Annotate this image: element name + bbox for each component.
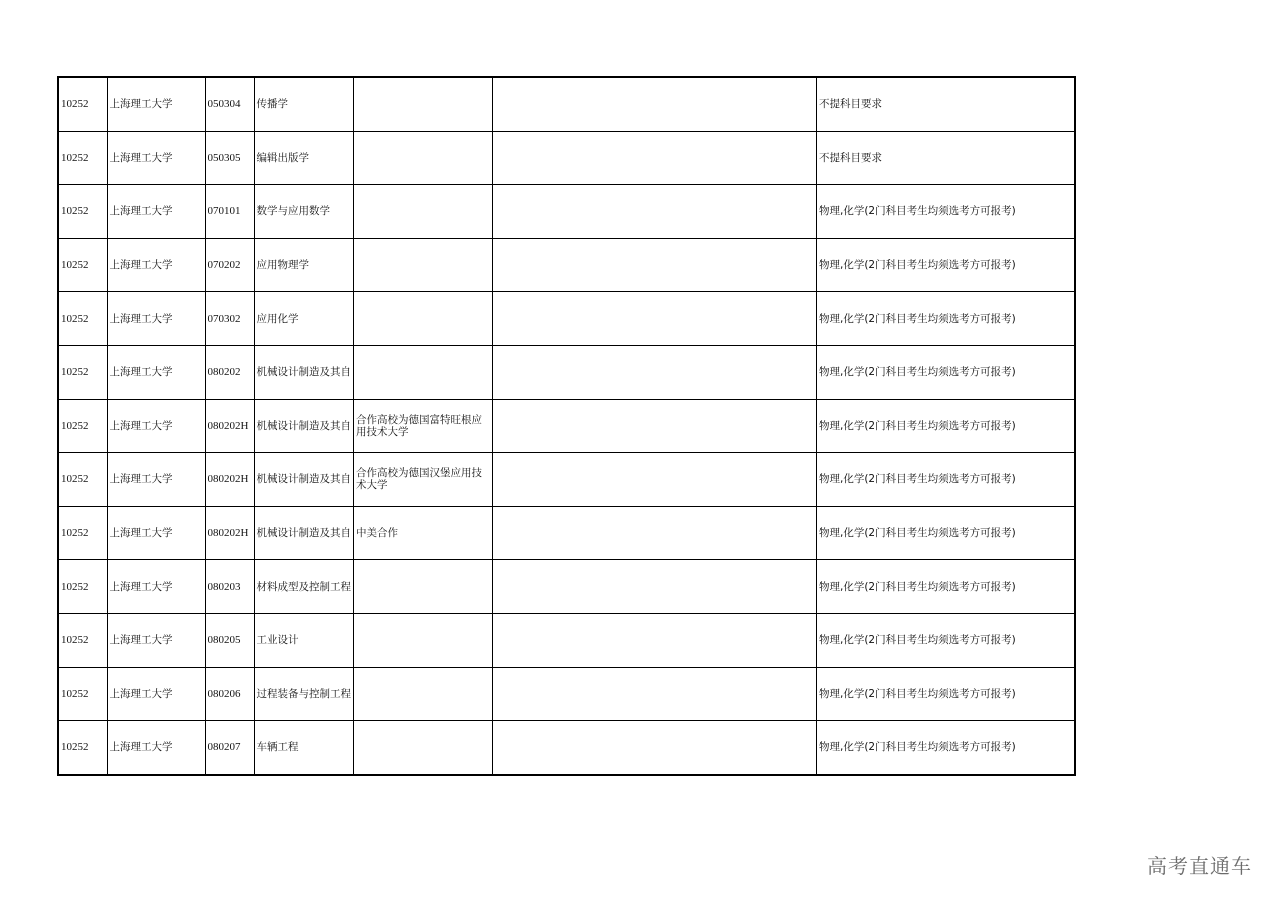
school-code-cell: 10252 xyxy=(58,453,107,507)
note-cell xyxy=(354,667,493,721)
school-name-cell: 上海理工大学 xyxy=(107,667,205,721)
note-cell xyxy=(354,613,493,667)
major-code-cell: 080202 xyxy=(205,345,254,399)
note-cell xyxy=(354,238,493,292)
major-name-cell: 机械设计制造及其自 xyxy=(254,453,354,507)
subject-requirement-cell: 物理,化学(2门科目考生均须选考方可报考) xyxy=(817,399,1075,453)
school-code-cell: 10252 xyxy=(58,667,107,721)
table-body xyxy=(58,77,1075,775)
subject-requirement-cell: 物理,化学(2门科目考生均须选考方可报考) xyxy=(817,345,1075,399)
subject-requirement-table xyxy=(57,76,1076,776)
subject-requirement-cell: 物理,化学(2门科目考生均须选考方可报考) xyxy=(817,560,1075,614)
school-code-cell: 10252 xyxy=(58,185,107,239)
school-name-cell: 上海理工大学 xyxy=(107,399,205,453)
school-name-cell: 上海理工大学 xyxy=(107,131,205,185)
school-code-cell: 10252 xyxy=(58,506,107,560)
table-row xyxy=(58,667,1075,721)
table-row xyxy=(58,506,1075,560)
school-code-cell: 10252 xyxy=(58,399,107,453)
major-code-cell: 070101 xyxy=(205,185,254,239)
subject-requirement-cell: 物理,化学(2门科目考生均须选考方可报考) xyxy=(817,506,1075,560)
school-code-cell: 10252 xyxy=(58,292,107,346)
major-name-cell: 工业设计 xyxy=(254,613,354,667)
school-name-cell: 上海理工大学 xyxy=(107,560,205,614)
major-name-cell: 编辑出版学 xyxy=(254,131,354,185)
table-row xyxy=(58,345,1075,399)
major-code-cell: 070302 xyxy=(205,292,254,346)
subject-requirement-cell: 不提科目要求 xyxy=(817,131,1075,185)
school-name-cell: 上海理工大学 xyxy=(107,721,205,775)
note-cell xyxy=(354,292,493,346)
school-code-cell: 10252 xyxy=(58,345,107,399)
school-code-cell: 10252 xyxy=(58,131,107,185)
table-row xyxy=(58,292,1075,346)
extra-cell xyxy=(493,453,817,507)
school-code-cell: 10252 xyxy=(58,77,107,131)
school-name-cell: 上海理工大学 xyxy=(107,613,205,667)
note-cell: 中美合作 xyxy=(354,506,493,560)
table-row xyxy=(58,399,1075,453)
note-cell xyxy=(354,345,493,399)
subject-requirement-cell: 物理,化学(2门科目考生均须选考方可报考) xyxy=(817,721,1075,775)
note-cell: 合作高校为德国汉堡应用技术大学 xyxy=(354,453,493,507)
watermark-text: 高考直通车 xyxy=(1147,854,1252,878)
table-row xyxy=(58,613,1075,667)
major-name-cell: 数学与应用数学 xyxy=(254,185,354,239)
table-row xyxy=(58,131,1075,185)
extra-cell xyxy=(493,560,817,614)
major-code-cell: 080203 xyxy=(205,560,254,614)
school-code-cell: 10252 xyxy=(58,613,107,667)
table-row xyxy=(58,77,1075,131)
subject-requirement-cell: 物理,化学(2门科目考生均须选考方可报考) xyxy=(817,667,1075,721)
major-code-cell: 080202H xyxy=(205,399,254,453)
subject-requirement-cell: 物理,化学(2门科目考生均须选考方可报考) xyxy=(817,238,1075,292)
extra-cell xyxy=(493,292,817,346)
school-name-cell: 上海理工大学 xyxy=(107,506,205,560)
school-code-cell: 10252 xyxy=(58,238,107,292)
note-cell xyxy=(354,77,493,131)
subject-requirement-cell: 物理,化学(2门科目考生均须选考方可报考) xyxy=(817,453,1075,507)
note-cell xyxy=(354,185,493,239)
major-code-cell: 080207 xyxy=(205,721,254,775)
major-name-cell: 应用化学 xyxy=(254,292,354,346)
extra-cell xyxy=(493,185,817,239)
table-row xyxy=(58,560,1075,614)
subject-requirement-cell: 物理,化学(2门科目考生均须选考方可报考) xyxy=(817,613,1075,667)
extra-cell xyxy=(493,667,817,721)
major-name-cell: 机械设计制造及其自 xyxy=(254,345,354,399)
major-name-cell: 车辆工程 xyxy=(254,721,354,775)
major-code-cell: 080205 xyxy=(205,613,254,667)
school-name-cell: 上海理工大学 xyxy=(107,77,205,131)
note-cell xyxy=(354,560,493,614)
note-cell: 合作高校为德国富特旺根应用技术大学 xyxy=(354,399,493,453)
table-row xyxy=(58,453,1075,507)
school-code-cell: 10252 xyxy=(58,721,107,775)
major-name-cell: 材料成型及控制工程 xyxy=(254,560,354,614)
major-code-cell: 050304 xyxy=(205,77,254,131)
extra-cell xyxy=(493,506,817,560)
extra-cell xyxy=(493,613,817,667)
note-cell xyxy=(354,721,493,775)
major-code-cell: 080202H xyxy=(205,453,254,507)
subject-requirement-cell: 不提科目要求 xyxy=(817,77,1075,131)
school-name-cell: 上海理工大学 xyxy=(107,238,205,292)
school-name-cell: 上海理工大学 xyxy=(107,292,205,346)
school-name-cell: 上海理工大学 xyxy=(107,345,205,399)
major-name-cell: 应用物理学 xyxy=(254,238,354,292)
note-cell xyxy=(354,131,493,185)
table-row xyxy=(58,721,1075,775)
extra-cell xyxy=(493,238,817,292)
extra-cell xyxy=(493,721,817,775)
school-name-cell: 上海理工大学 xyxy=(107,453,205,507)
table-row xyxy=(58,238,1075,292)
subject-requirement-cell: 物理,化学(2门科目考生均须选考方可报考) xyxy=(817,292,1075,346)
major-name-cell: 机械设计制造及其自 xyxy=(254,506,354,560)
major-code-cell: 080202H xyxy=(205,506,254,560)
school-code-cell: 10252 xyxy=(58,560,107,614)
major-name-cell: 传播学 xyxy=(254,77,354,131)
extra-cell xyxy=(493,131,817,185)
table-row xyxy=(58,185,1075,239)
extra-cell xyxy=(493,345,817,399)
major-name-cell: 机械设计制造及其自 xyxy=(254,399,354,453)
major-code-cell: 070202 xyxy=(205,238,254,292)
extra-cell xyxy=(493,77,817,131)
major-code-cell: 050305 xyxy=(205,131,254,185)
extra-cell xyxy=(493,399,817,453)
major-code-cell: 080206 xyxy=(205,667,254,721)
major-name-cell: 过程装备与控制工程 xyxy=(254,667,354,721)
subject-requirement-cell: 物理,化学(2门科目考生均须选考方可报考) xyxy=(817,185,1075,239)
school-name-cell: 上海理工大学 xyxy=(107,185,205,239)
